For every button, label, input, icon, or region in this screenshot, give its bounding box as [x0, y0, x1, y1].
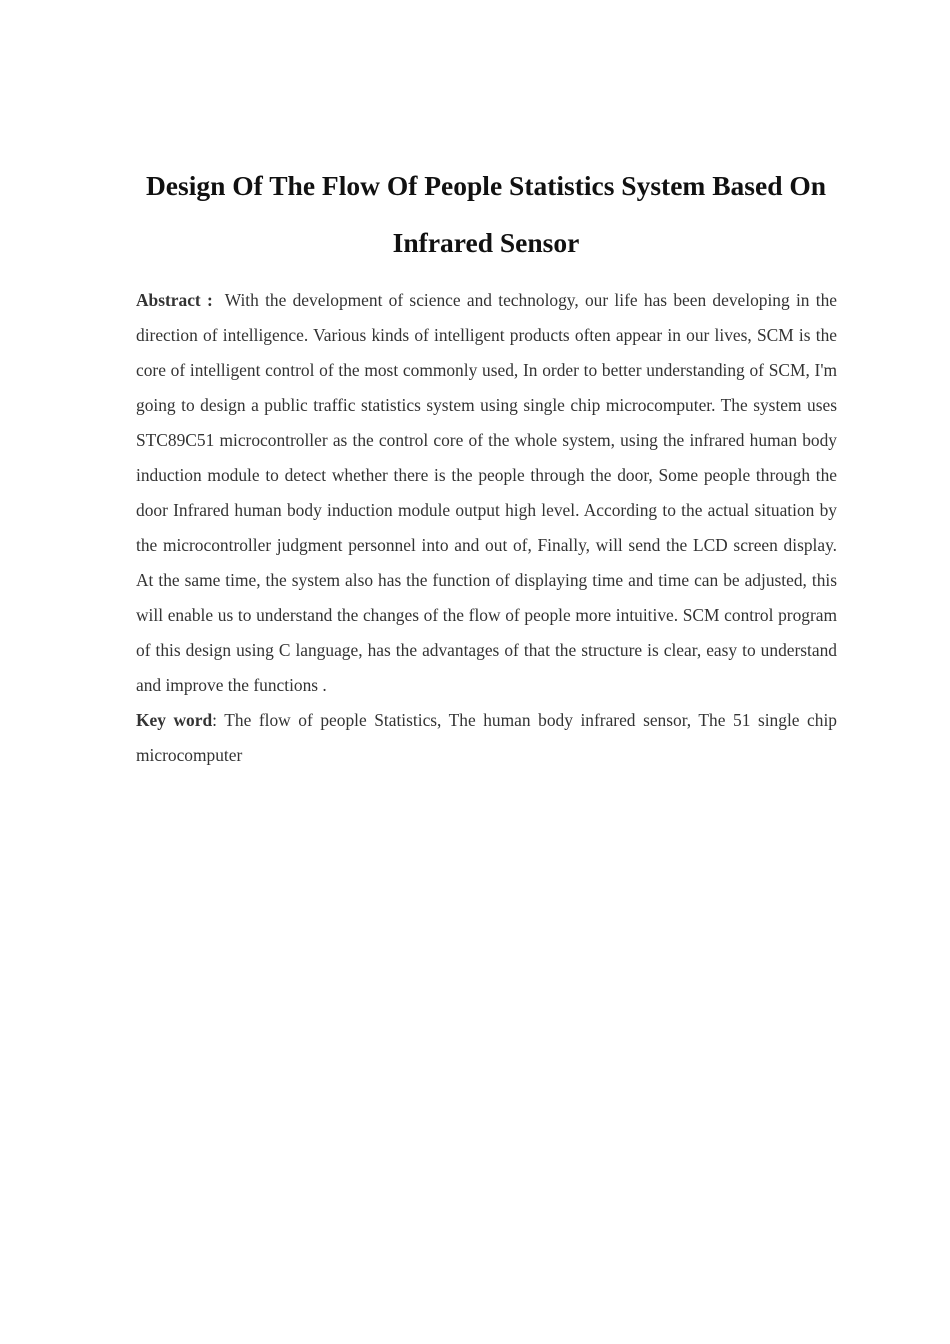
keywords-text: The flow of people Statistics, The human body infrared sensor, The 51 single chip microcomputer: [136, 710, 837, 765]
keywords-paragraph: [136, 703, 837, 773]
abstract-label: Abstract :: [136, 290, 213, 310]
document-body: [136, 283, 837, 773]
abstract-text: With the development of science and technology, our life has been developing in the direction of intelligence. Various kinds of intelligent products often appear in our lives, SCM is the core of intelligent control of the most commonly used, In order to better understanding of SCM, I'm going to design a public traffic statistics system using single chip microcomputer. The system uses STC89C51 microcontroller as the control core of the whole system, using the infrared human body induction module to detect whether there is the people through the door, Some people through the door Infrared human body induction module output high level. According to the actual situation by the microcontroller judgment personnel into and out of, Finally, will send the LCD screen display. At the same time, the system also has the function of displaying time and time can be adjusted, this will enable us to understand the changes of the flow of people more intuitive. SCM control program of this design using C language, has the advantages of that the structure is clear, easy to understand and improve the functions .: [136, 290, 837, 695]
abstract-paragraph: [136, 283, 837, 703]
keywords-separator: :: [212, 710, 217, 730]
document-title: Design Of The Flow Of People Statistics System Based On Infrared Sensor: [145, 170, 827, 258]
keywords-label: Key word: [136, 710, 213, 730]
